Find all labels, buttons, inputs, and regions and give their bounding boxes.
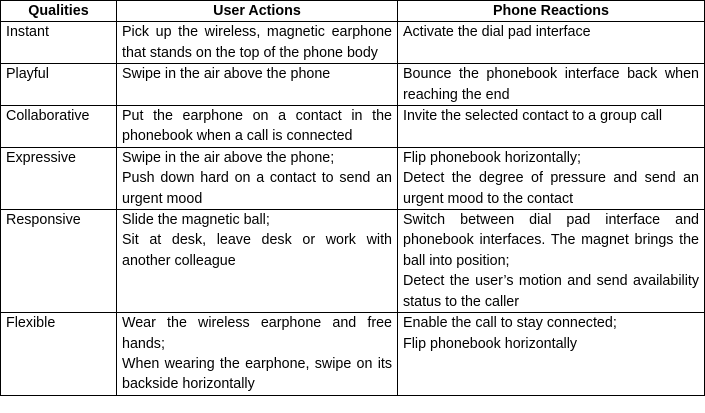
table-row: [1, 313, 705, 396]
user-action-text: Sit at desk, leave desk or work with another colleague: [122, 232, 392, 269]
quality-cell: Collaborative: [1, 106, 117, 148]
phone-reaction-text: Bounce the phonebook interface back when reaching the end: [403, 66, 699, 103]
phone-reactions-cell: [398, 106, 705, 148]
user-actions-cell: [117, 64, 398, 106]
phone-reaction-text: Switch between dial pad interface and phonebook interfaces. The magnet brings the ball into position;: [403, 212, 699, 269]
header-qualities: Qualities: [1, 1, 117, 22]
user-action-text: Put the earphone on a contact in the phonebook when a call is connected: [122, 108, 392, 145]
phone-reaction-text: Activate the dial pad interface: [403, 24, 591, 41]
phone-reaction-text: Detect the degree of pressure and send an urgent mood to the contact: [403, 170, 699, 207]
quality-cell: Playful: [1, 64, 117, 106]
phone-reaction-text: Flip phonebook horizontally: [403, 335, 578, 352]
user-actions-cell: [117, 210, 398, 313]
quality-cell: Flexible: [1, 313, 117, 396]
user-actions-cell: [117, 313, 398, 396]
user-action-text: Swipe in the air above the phone: [122, 66, 331, 83]
phone-reactions-cell: [398, 147, 705, 209]
phone-reaction-text: Invite the selected contact to a group call: [403, 108, 663, 125]
phone-reactions-cell: [398, 210, 705, 313]
phone-reactions-cell: [398, 22, 705, 64]
table-row: [1, 106, 705, 148]
header-row: [1, 1, 705, 22]
user-actions-cell: [117, 106, 398, 148]
user-actions-cell: [117, 147, 398, 209]
phone-reaction-text: Detect the user’s motion and send availability status to the caller: [403, 273, 699, 310]
user-actions-cell: [117, 22, 398, 64]
table-row: [1, 210, 705, 313]
user-action-text: Swipe in the air above the phone;: [122, 149, 335, 166]
header-user-actions: User Actions: [117, 1, 398, 22]
table-row: [1, 147, 705, 209]
table-row: [1, 64, 705, 106]
quality-cell: Responsive: [1, 210, 117, 313]
table-row: [1, 22, 705, 64]
user-action-text: Wear the wireless earphone and free hands;: [122, 315, 392, 352]
header-phone-reactions: Phone Reactions: [398, 1, 705, 22]
phone-reaction-text: Flip phonebook horizontally;: [403, 149, 582, 166]
user-action-text: Pick up the wireless, magnetic earphone that stands on the top of the phone body: [122, 24, 392, 61]
user-action-text: Slide the magnetic ball;: [122, 212, 270, 229]
user-action-text: Push down hard on a contact to send an urgent mood: [122, 170, 392, 207]
phone-reaction-text: Enable the call to stay connected;: [403, 315, 617, 332]
phone-reactions-cell: [398, 64, 705, 106]
quality-cell: Instant: [1, 22, 117, 64]
phone-reactions-cell: [398, 313, 705, 396]
quality-cell: Expressive: [1, 147, 117, 209]
user-action-text: When wearing the earphone, swipe on its backside horizontally: [122, 355, 392, 393]
